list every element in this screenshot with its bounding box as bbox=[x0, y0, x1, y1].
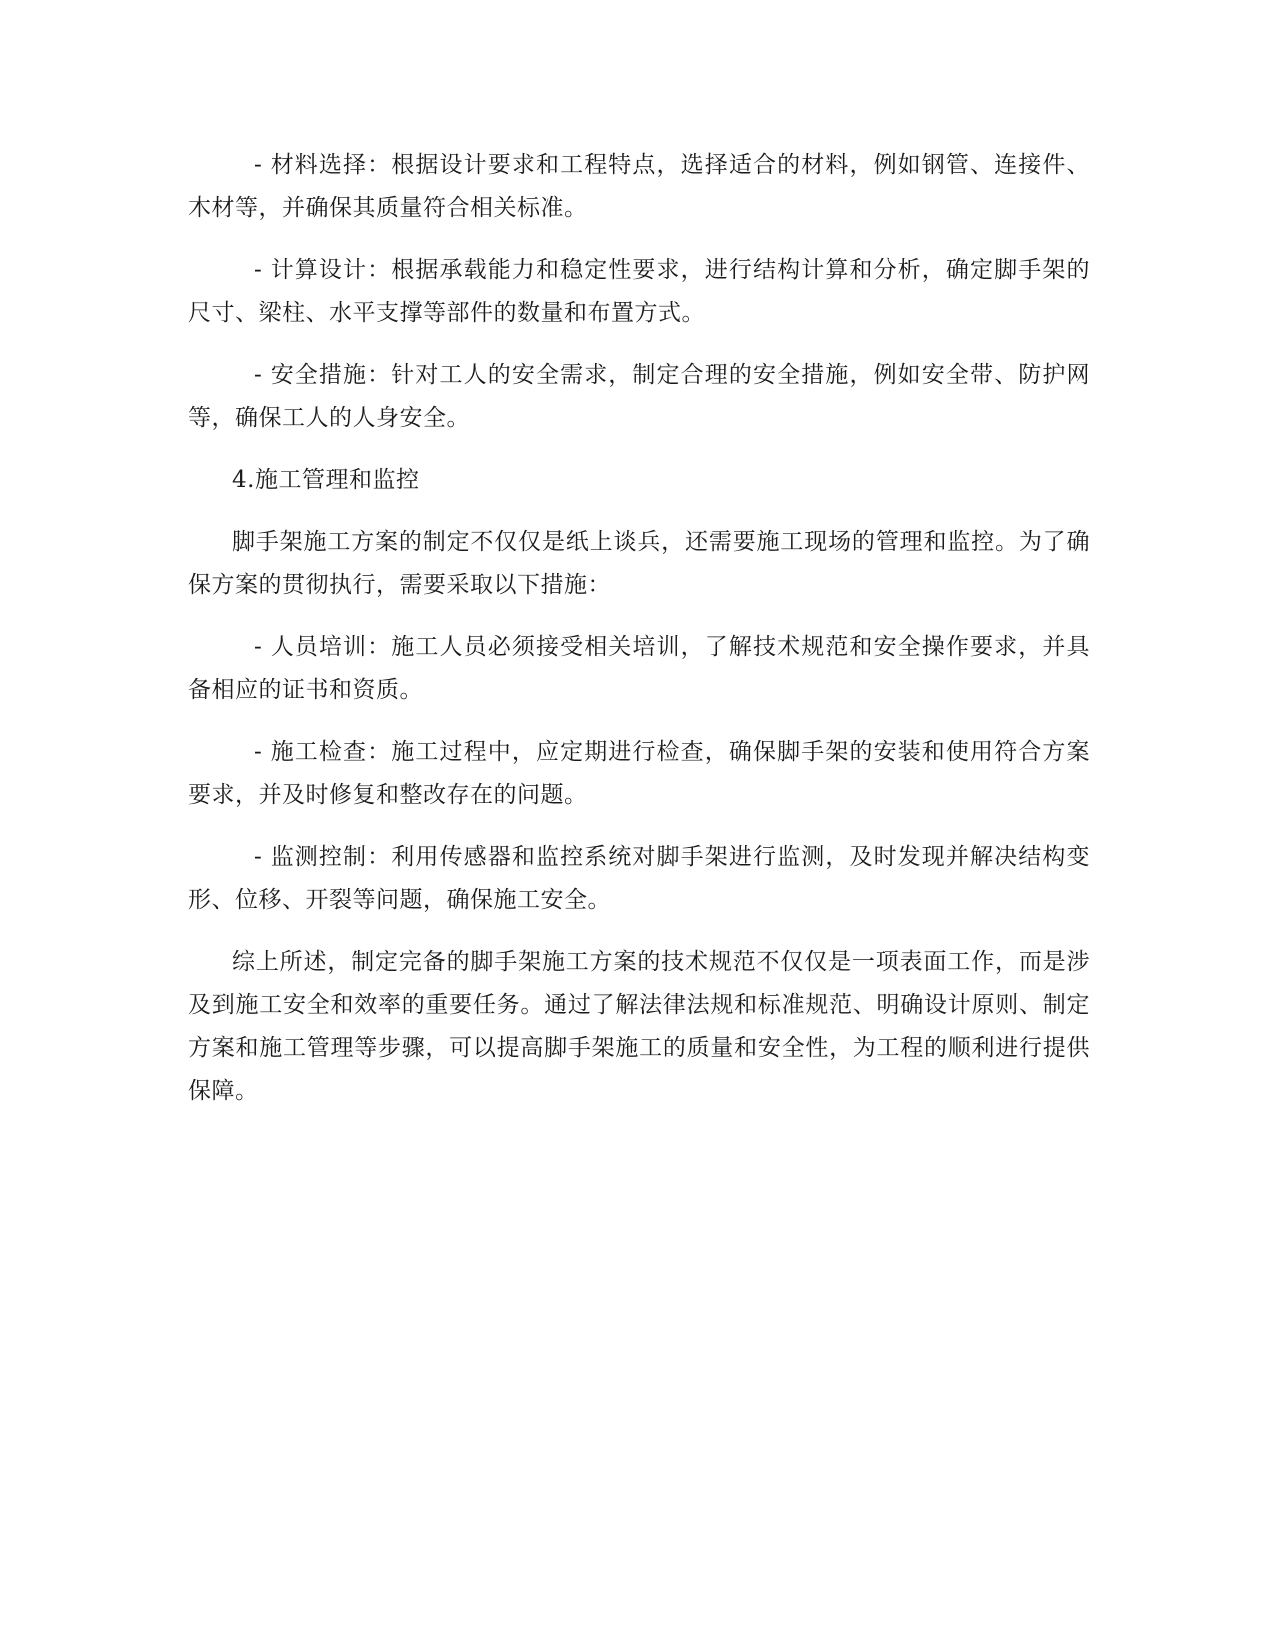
bullet-personnel-training: - 人员培训：施工人员必须接受相关培训，了解技术规范和安全操作要求，并具备相应的证书和资质。 bbox=[188, 634, 1090, 703]
bullet-monitoring-control: - 监测控制：利用传感器和监控系统对脚手架进行监测，及时发现并解决结构变形、位移、开裂等问题，确保施工安全。 bbox=[188, 844, 1090, 913]
bullet-safety-measures: - 安全措施：针对工人的安全需求，制定合理的安全措施，例如安全带、防护网等，确保工人的人身安全。 bbox=[188, 362, 1090, 431]
bullet-construction-inspection: - 施工检查：施工过程中，应定期进行检查，确保脚手架的安装和使用符合方案要求，并及时修复和整改存在的问题。 bbox=[188, 739, 1090, 808]
body-paragraph-management-intro: 脚手架施工方案的制定不仅仅是纸上谈兵，还需要施工现场的管理和监控。为了确保方案的贯彻执行，需要采取以下措施： bbox=[188, 529, 1090, 598]
body-paragraph-conclusion: 综上所述，制定完备的脚手架施工方案的技术规范不仅仅是一项表面工作，而是涉及到施工安全和效率的重要任务。通过了解法律法规和标准规范、明确设计原则、制定方案和施工管理等步骤，可以提高脚手架施工的质量和安全性，为工程的顺利进行提供保障。 bbox=[188, 949, 1090, 1104]
section-heading: 4.施工管理和监控 bbox=[232, 467, 420, 493]
bullet-material-selection: - 材料选择：根据设计要求和工程特点，选择适合的材料，例如钢管、连接件、木材等，并确保其质量符合相关标准。 bbox=[188, 152, 1090, 221]
bullet-calculation-design: - 计算设计：根据承载能力和稳定性要求，进行结构计算和分析，确定脚手架的尺寸、梁柱、水平支撑等部件的数量和布置方式。 bbox=[188, 257, 1090, 326]
document-body bbox=[188, 144, 1090, 1132]
